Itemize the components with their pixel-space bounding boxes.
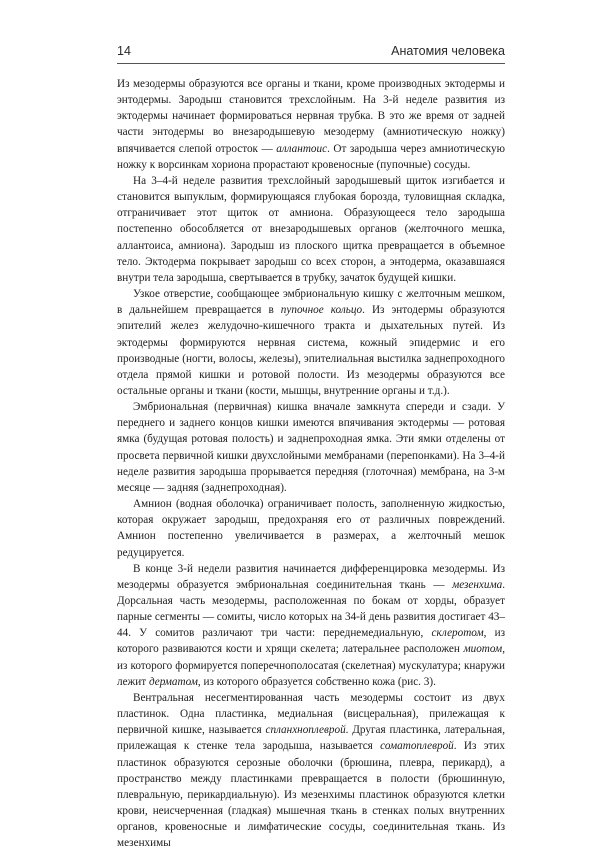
- text-run: Из мезодермы образуются все органы и ткани, кроме производных эктодермы и энтодермы. Зародыш становится трехслойным. На 3-й неделе развития из эктодермы начинает формироваться нервная трубка. В это же время от задней части энтодермы во внезародышевую мезодерму (амниотическую ножку) впячивается слепой отросток —: [117, 78, 505, 155]
- paragraph: [117, 496, 505, 561]
- text-run: , из которого развиваются кости и хрящи скелета; латеральнее расположен: [117, 627, 505, 656]
- italic-term: мезенхима: [452, 578, 503, 591]
- paragraph: [117, 561, 505, 690]
- page-header: [117, 41, 505, 64]
- text-run: . Дорсальная часть мезодермы, расположенная по бокам от хорды, образует парные сегменты — сомиты, число которых на 34-й день развития достигает 43–44. У сомитов различают три части: переднемедиальную,: [117, 578, 505, 640]
- text-run: Вентральная несегментированная часть мезодермы состоит из двух пластинок. Одна пластинка, медиальная (висцеральная), прилежащая к первичной кишке, называется: [117, 691, 505, 737]
- body-text: [117, 76, 505, 852]
- paragraph: [117, 690, 505, 852]
- italic-term: спланхноплеврой: [265, 724, 346, 737]
- text-run: На 3–4-й неделе развития трехслойный зародышевый щиток изгибается и становится выпуклым, формирующаяся глубокая борозда, туловищная складка, отграничивает этот щиток от амниона. Образующееся тело зародыша постепенно обособляется от внезародышевых органов (желточного мешка, аллантоиса, амниона). Зародыш из плоского щитка превращается в объемное тело. Эктодерма покрывает зародыш со всех сторон, а энтодерма, оказавшаяся внутри тела зародыша, свертывается в трубку, зачаток будущей кишки.: [117, 174, 505, 284]
- paragraph: [117, 286, 505, 399]
- paragraph: [117, 399, 505, 496]
- text-run: . Из этих пластинок образуются серозные оболочки (брюшина, плевра, перикард), а пространство между пластинками превращается в полости (брюшинную, плевральную, перикардиальную). Из мезенхимы пластинок образуются клетки крови, неисчерченная (гладкая) мышечная ткань в стенках полых внутренних органов, кровеносные и лимфатические сосуды, соединительная ткань. Из мезенхимы: [117, 740, 505, 850]
- italic-term: соматоплеврой: [380, 740, 454, 753]
- running-title: Анатомия человека: [391, 44, 505, 58]
- paragraph: [117, 173, 505, 286]
- text-run: . От зародыша через амниотическую ножку к ворсинкам хориона прорастают кровеносные (пупочные) сосуды.: [117, 142, 505, 171]
- text-run: Амнион (водная оболочка) ограничивает полость, заполненную жидкостью, которая окружает зародыш, предохраняя его от различных повреждений. Амнион постепенно увеличивается в размерах, а желточный мешок редуцируется.: [117, 498, 505, 559]
- text-run: . Из энтодермы образуются эпителий желез желудочно-кишечного тракта и дыхательных путей. Из эктодермы формируются нервная система, кожный эпидермис и его производные (ногти, волосы, железы), эпителиальная выстилка заднепроходного отдела прямой кишки и ротовой полости. Из мезодермы образуются все остальные органы и ткани (кости, мышцы, внутренние органы и т.д.).: [117, 304, 505, 397]
- text-run: Эмбриональная (первичная) кишка вначале замкнута спереди и сзади. У переднего и заднего концов кишки имеются впячивания эктодермы — ротовая ямка (будущая ротовая полость) и заднепроходная ямка. Эти ямки отделены от просвета первичной кишки двухслойными мембранами (перепонками). На 3–4-й неделе развития зародыша прорывается передняя (глоточная) мембрана, на 3-м месяце — задняя (заднепроходная).: [117, 401, 505, 494]
- text-run: В конце 3-й недели развития начинается дифференцировка мезодермы. Из мезодермы образуется эмбриональная соединительная ткань —: [117, 562, 505, 591]
- italic-term: пупочное кольцо: [280, 304, 363, 317]
- italic-term: дерматом: [148, 675, 198, 688]
- text-run: , из которого образуется собственно кожа (рис. 3).: [197, 675, 436, 688]
- text-run: Узкое отверстие, сообщающее эмбриональную кишку с желточным мешком, в дальнейшем превращается в: [117, 288, 505, 317]
- paragraph: [117, 76, 505, 173]
- italic-term: аллантоис: [276, 142, 328, 155]
- text-run: , из которого формируется поперечнополосатая (скелетная) мускулатура; кнаружи лежит: [117, 643, 505, 688]
- italic-term: миотом: [463, 643, 503, 656]
- italic-term: склеротом: [431, 627, 484, 640]
- page-number: 14: [117, 44, 131, 58]
- text-run: . Другая пластинка, латеральная, прилежащая к стенке тела зародыша, называется: [117, 724, 505, 753]
